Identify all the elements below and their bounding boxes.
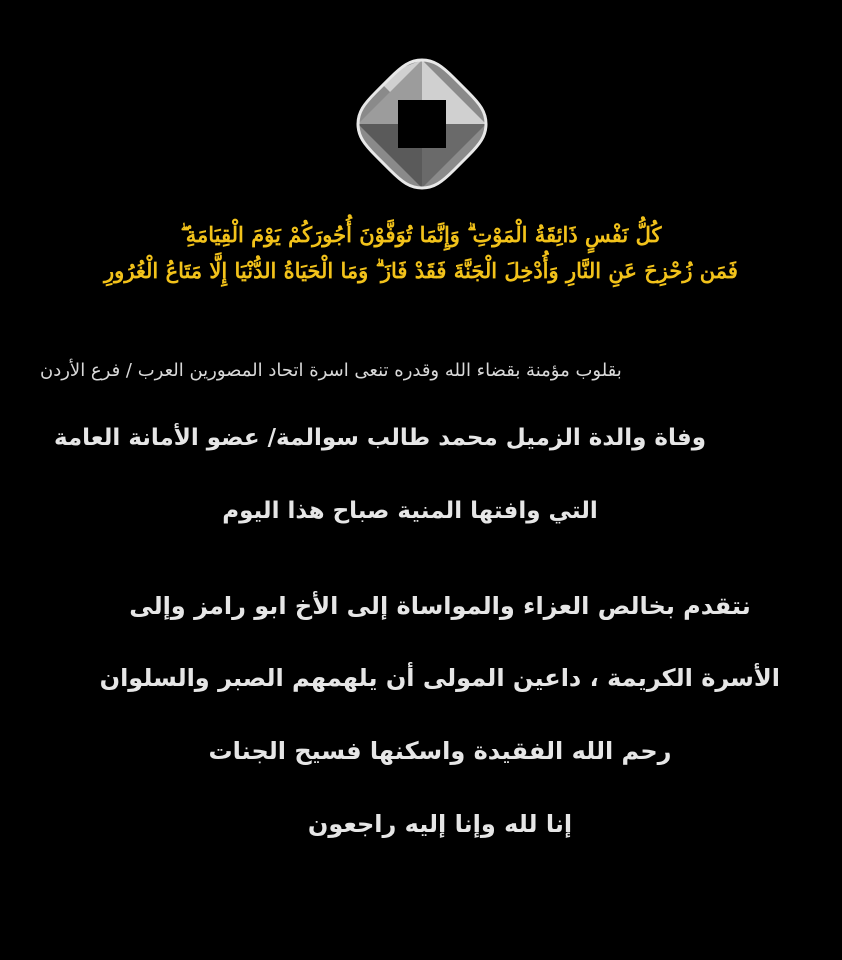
announcement-deceased-line: وفاة والدة الزميل محمد طالب سوالمة/ عضو الأمانة العامة [53, 425, 707, 451]
prayer-line: رحم الله الفقيدة واسكنها فسيح الجنات [208, 737, 672, 765]
verse-line-2: فَمَن زُحْزِحَ عَنِ النَّارِ وَأُدْخِلَ الْجَنَّةَ فَقَدْ فَازَ ۗ وَمَا الْحَيَاةُ الدُّنْيَا إِلَّا مَتَاعُ الْغُرُورِ [104, 258, 738, 283]
verse-line-1: كُلُّ نَفْسٍ ذَائِقَةُ الْمَوْتِ ۗ وَإِنَّمَا تُوَفَّوْنَ أُجُورَكُمْ يَوْمَ الْقِيَامَةِ ۖ [180, 222, 662, 247]
announcement-intro: بقلوب مؤمنة بقضاء الله وقدره تنعى اسرة اتحاد المصورين العرب / فرع الأردن [40, 360, 622, 381]
closing-line: إنا لله وإنا إليه راجعون [307, 810, 573, 838]
announcement-date-line: التي وافتها المنية صباح هذا اليوم [222, 498, 598, 524]
condolence-line-2: الأسرة الكريمة ، داعين المولى أن يلهمهم الصبر والسلوان [99, 664, 780, 692]
pinwheel-logo-icon [354, 56, 490, 192]
condolence-line-1: نتقدم بخالص العزاء والمواساة إلى الأخ ابو رامز وإلى [129, 592, 751, 620]
